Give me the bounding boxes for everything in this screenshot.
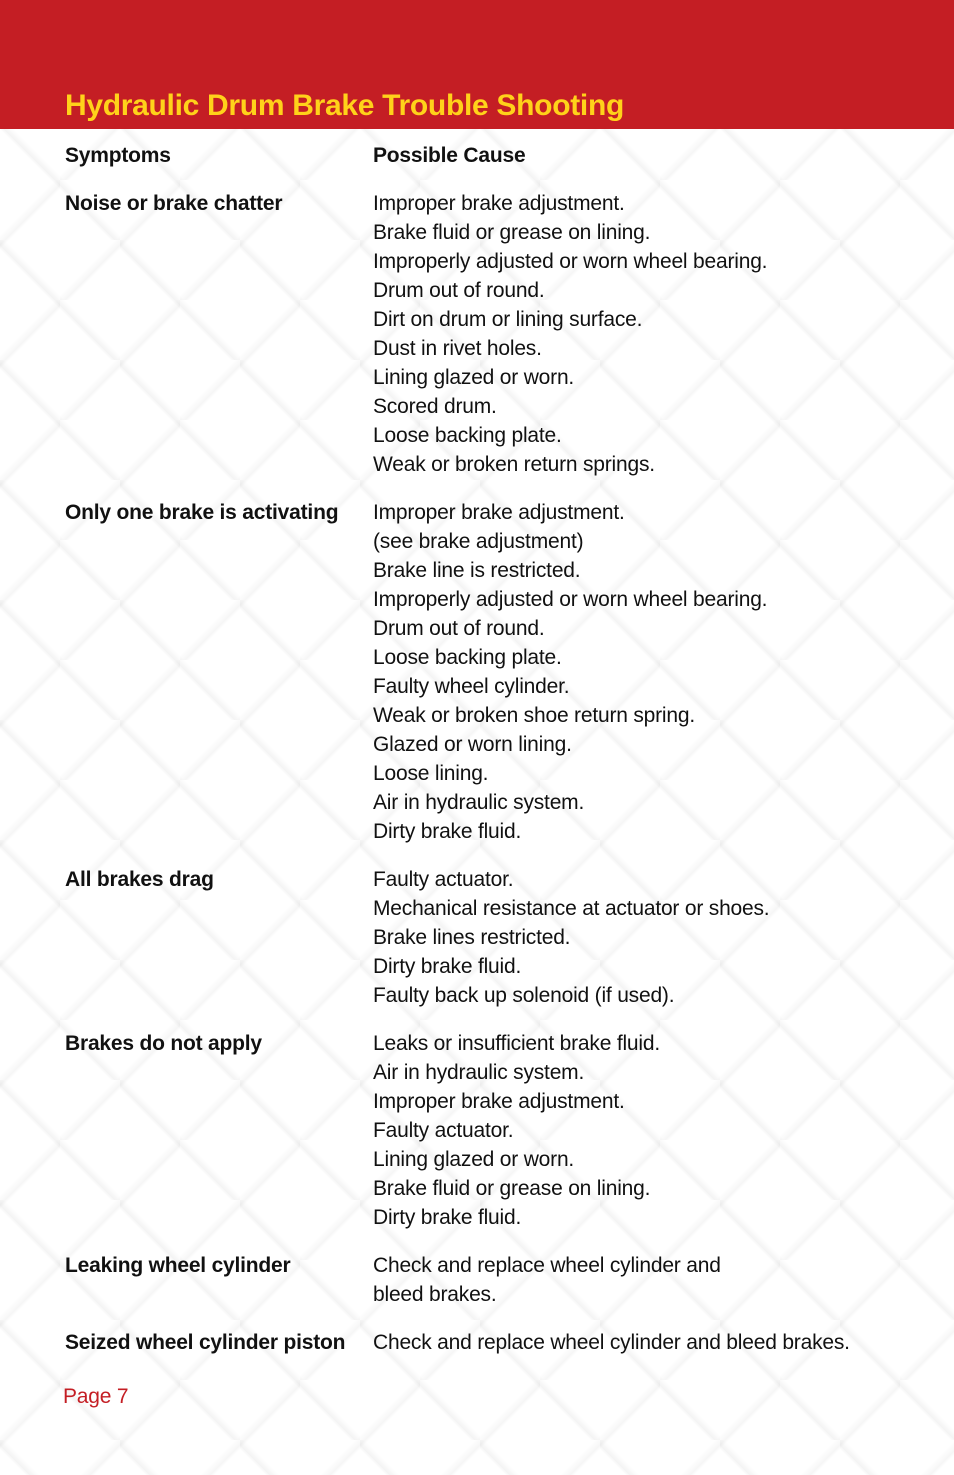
cause-list (373, 189, 905, 479)
cause-item: Drum out of round. (373, 279, 545, 302)
cause-item: (see brake adjustment) (373, 530, 584, 553)
symptom-label: Only one brake is activating (65, 501, 339, 524)
cause-item: Improper brake adjustment. (373, 501, 625, 524)
cause-item: Weak or broken shoe return spring. (373, 704, 695, 727)
troubleshooting-table (65, 141, 905, 1376)
cause-item: Dirty brake fluid. (373, 955, 522, 978)
cause-item: Air in hydraulic system. (373, 1061, 585, 1084)
cause-item: Dirt on drum or lining surface. (373, 308, 643, 331)
cause-item: Improper brake adjustment. (373, 1090, 625, 1113)
table-row (65, 1029, 905, 1232)
cause-item: Faulty actuator. (373, 868, 514, 891)
cause-item: Check and replace wheel cylinder and (373, 1254, 721, 1277)
cause-item: Lining glazed or worn. (373, 366, 575, 389)
cause-list (373, 865, 905, 1010)
cause-list (373, 1251, 905, 1309)
cause-item: Brake line is restricted. (373, 559, 581, 582)
cause-list (373, 1029, 905, 1232)
cause-item: Glazed or worn lining. (373, 733, 572, 756)
cause-item: Loose backing plate. (373, 424, 562, 447)
cause-item: Loose lining. (373, 762, 489, 785)
cause-item: Dirty brake fluid. (373, 820, 522, 843)
symptom-label: Leaking wheel cylinder (65, 1254, 291, 1277)
header-band (0, 0, 954, 129)
cause-item: Improper brake adjustment. (373, 192, 625, 215)
symptom-label: Noise or brake chatter (65, 192, 283, 215)
cause-item: Loose backing plate. (373, 646, 562, 669)
cause-item: Weak or broken return springs. (373, 453, 655, 476)
cause-item: Improperly adjusted or worn wheel bearing. (373, 588, 768, 611)
cause-item: Drum out of round. (373, 617, 545, 640)
cause-item: Faulty actuator. (373, 1119, 514, 1142)
symptom-label: Brakes do not apply (65, 1032, 262, 1055)
table-row (65, 865, 905, 1010)
cause-item: Faulty wheel cylinder. (373, 675, 570, 698)
table-row (65, 498, 905, 846)
cause-item: Air in hydraulic system. (373, 791, 585, 814)
cause-item: Mechanical resistance at actuator or shoes. (373, 897, 770, 920)
possible-cause-column-header: Possible Cause (373, 144, 526, 167)
cause-list (373, 1328, 905, 1357)
cause-list (373, 498, 905, 846)
cause-item: Dirty brake fluid. (373, 1206, 522, 1229)
symptom-label: All brakes drag (65, 868, 214, 891)
cause-item: bleed brakes. (373, 1283, 497, 1306)
table-row (65, 189, 905, 479)
symptoms-column-header: Symptoms (65, 144, 171, 167)
table-header-row (65, 141, 905, 170)
cause-item: Improperly adjusted or worn wheel bearing. (373, 250, 768, 273)
page-number: Page 7 (63, 1385, 129, 1408)
cause-item: Brake fluid or grease on lining. (373, 1177, 651, 1200)
symptom-label: Seized wheel cylinder piston (65, 1331, 346, 1354)
cause-item: Lining glazed or worn. (373, 1148, 575, 1171)
cause-item: Dust in rivet holes. (373, 337, 542, 360)
cause-item: Leaks or insufficient brake fluid. (373, 1032, 660, 1055)
cause-item: Brake lines restricted. (373, 926, 571, 949)
cause-item: Faulty back up solenoid (if used). (373, 984, 675, 1007)
cause-item: Scored drum. (373, 395, 497, 418)
cause-item: Brake fluid or grease on lining. (373, 221, 651, 244)
table-row (65, 1328, 905, 1357)
table-row (65, 1251, 905, 1309)
page-title: Hydraulic Drum Brake Trouble Shooting (65, 89, 624, 122)
cause-item: Check and replace wheel cylinder and bleed brakes. (373, 1331, 850, 1354)
